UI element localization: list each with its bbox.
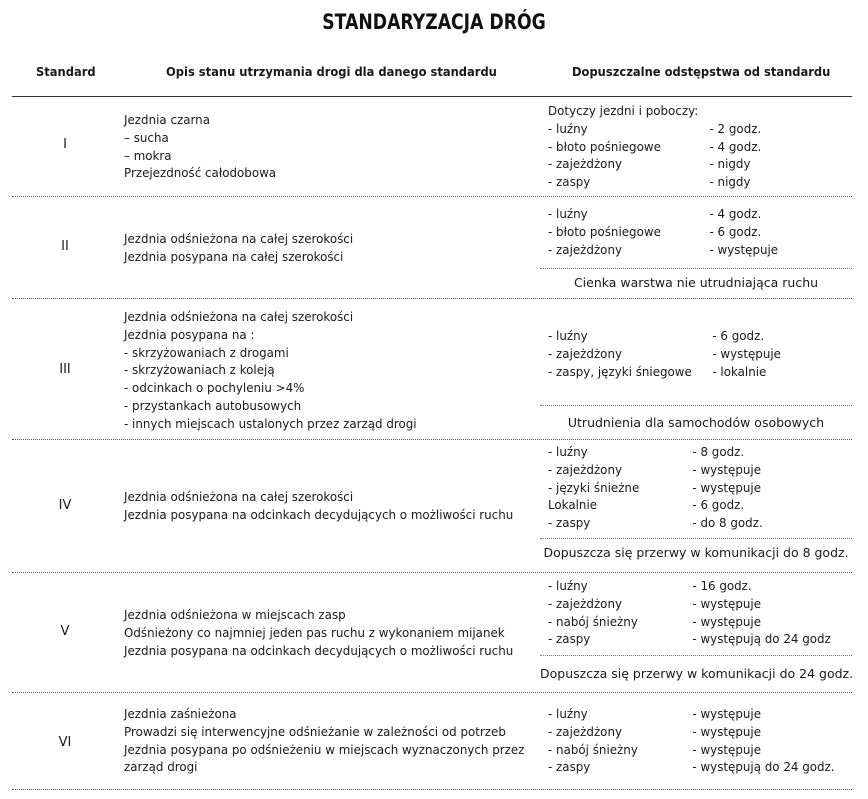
- deviation-limit: - 4 godz.: [709, 206, 762, 221]
- note-divider: [540, 405, 852, 406]
- deviation-condition: - luźny: [548, 578, 588, 593]
- deviation-condition: - błoto pośniegowe: [548, 223, 661, 239]
- description-line: Przejezdność całodobowa: [124, 165, 277, 181]
- row-divider: [12, 439, 852, 440]
- deviation-limit: - lokalnie: [712, 363, 767, 379]
- description-line: Jezdnia posypana na całej szerokości: [124, 248, 344, 264]
- row-divider: [12, 789, 852, 790]
- deviation-condition: - zajeżdżony: [548, 595, 623, 611]
- deviation-limit: - występuje: [709, 241, 779, 257]
- standard-description: [124, 606, 513, 659]
- deviation-note: Utrudnienia dla samochodów osobowych: [567, 415, 825, 430]
- description-line: Jezdnia odśnieżona na całej szerokości: [124, 489, 354, 504]
- standard-description: [124, 308, 417, 433]
- description-line: – mokra: [124, 147, 172, 163]
- deviation-condition: - zajeżdżony: [548, 345, 623, 361]
- deviation-item: [548, 138, 762, 156]
- deviation-limit: - 2 godz.: [709, 120, 762, 136]
- standard-description: [124, 111, 276, 182]
- deviation-condition: - zaspy: [548, 515, 591, 531]
- deviation-condition: - zajeżdżony: [548, 156, 623, 172]
- standard-description: [124, 488, 513, 524]
- description-line: Jezdnia odśnieżona na całej szerokości: [124, 309, 354, 324]
- standard-number: VI: [58, 735, 72, 750]
- deviation-item: [548, 120, 762, 138]
- description-line: - innych miejscach ustalonych przez zarząd drogi: [124, 415, 417, 431]
- row-divider: [12, 692, 852, 693]
- deviation-note: Dopuszcza się przerwy w komunikacji do 24 godz.: [540, 666, 854, 681]
- deviation-condition: Lokalnie: [548, 497, 598, 513]
- description-line: - odcinkach o pochyleniu >4%: [124, 380, 305, 396]
- description-line: Jezdnia posypana po odśnieżeniu w miejscach wyznaczonych przez: [124, 741, 525, 757]
- deviation-condition: - zajeżdżony: [548, 241, 623, 257]
- deviation-limit: - występują do 24 godz.: [692, 759, 835, 775]
- deviation-condition: - zaspy: [548, 759, 591, 775]
- deviation-condition: - luźny: [548, 120, 588, 136]
- description-line: Prowadzi się interwencyjne odśnieżanie w zależności od potrzeb: [124, 723, 506, 739]
- deviation-limit: - 6 godz.: [712, 328, 765, 343]
- deviation-limit: - nigdy: [709, 156, 751, 172]
- deviation-condition: - zaspy: [548, 174, 591, 190]
- description-line: - przystankach autobusowych: [124, 397, 302, 413]
- header-divider: [12, 96, 852, 97]
- description-line: Jezdnia posypana na odcinkach decydujących o możliwości ruchu: [124, 506, 514, 522]
- deviation-condition: - zajeżdżony: [548, 723, 623, 739]
- deviation-condition: - luźny: [548, 328, 588, 343]
- deviation-limit: - 4 godz.: [709, 138, 762, 154]
- deviation-limit: - występuje: [692, 741, 762, 757]
- row-divider: [12, 572, 852, 573]
- column-header-deviations: Dopuszczalne odstępstwa od standardu: [572, 64, 831, 79]
- deviation-condition: - luźny: [548, 444, 588, 459]
- deviation-condition: - nabój śnieżny: [548, 741, 638, 757]
- standard-description: [124, 705, 524, 776]
- description-line: Jezdnia zaśnieżona: [124, 706, 237, 721]
- deviation-item: [548, 155, 751, 173]
- deviation-limit: - występuje: [692, 461, 762, 477]
- description-line: – sucha: [124, 129, 169, 145]
- deviation-note: Cienka warstwa nie utrudniająca ruchu: [573, 275, 819, 290]
- deviation-note: Dopuszcza się przerwy w komunikacji do 8 godz.: [543, 545, 849, 560]
- deviation-limit: - nigdy: [709, 174, 751, 190]
- description-line: Jezdnia odśnieżona w miejscach zasp: [124, 607, 346, 622]
- note-divider: [540, 268, 852, 269]
- standard-number: III: [59, 362, 71, 377]
- deviation-limit: - 6 godz.: [709, 223, 762, 239]
- page-title: STANDARYZACJA DRÓG: [322, 10, 546, 34]
- column-header-standard: Standard: [36, 64, 96, 79]
- deviation-condition: - języki śnieżne: [548, 479, 640, 495]
- deviation-limit: - występuje: [692, 723, 762, 739]
- deviation-limit: - 6 godz.: [692, 497, 745, 513]
- description-line: Jezdnia posypana na odcinkach decydujących o możliwości ruchu: [124, 642, 514, 658]
- deviation-condition: - zaspy, języki śniegowe: [548, 363, 692, 379]
- deviations-intro: Dotyczy jezdni i poboczy:: [548, 103, 699, 118]
- description-line: Odśnieżony co najmniej jeden pas ruchu z wykonaniem mijanek: [124, 624, 505, 640]
- standard-number: II: [61, 239, 69, 254]
- column-header-description: Opis stanu utrzymania drogi dla danego standardu: [166, 64, 497, 79]
- deviation-condition: - zaspy: [548, 631, 591, 647]
- deviation-limit: - występuje: [712, 345, 781, 361]
- standard-number: V: [60, 624, 70, 639]
- deviation-limit: - występuje: [692, 595, 762, 611]
- deviation-condition: - luźny: [548, 706, 588, 721]
- deviation-condition: - nabój śnieżny: [548, 613, 638, 629]
- deviations-list: [548, 102, 762, 191]
- standard-description: [124, 230, 353, 266]
- description-line: - skrzyżowaniach z koleją: [124, 362, 275, 378]
- deviation-limit: - występują do 24 godz: [692, 631, 831, 647]
- description-line: Jezdnia czarna: [124, 112, 210, 127]
- deviation-limit: - 16 godz.: [692, 578, 752, 593]
- standard-number: IV: [58, 498, 72, 513]
- description-line: zarząd drogi: [124, 759, 198, 775]
- description-line: Jezdnia odśnieżona na całej szerokości: [124, 231, 354, 246]
- deviation-condition: - zajeżdżony: [548, 461, 623, 477]
- deviation-limit: - 8 godz.: [692, 444, 745, 459]
- note-divider: [540, 538, 852, 539]
- row-divider: [12, 298, 852, 299]
- deviation-item: [548, 173, 751, 191]
- deviation-limit: - występuje: [692, 479, 762, 495]
- description-line: - skrzyżowaniach z drogami: [124, 344, 289, 360]
- deviation-limit: - występuje: [692, 613, 762, 629]
- deviation-condition: - luźny: [548, 206, 588, 221]
- standard-number: I: [63, 137, 67, 152]
- deviation-condition: - błoto pośniegowe: [548, 138, 661, 154]
- note-divider: [540, 655, 852, 656]
- deviation-limit: - występuje: [692, 706, 762, 721]
- deviation-limit: - do 8 godz.: [692, 515, 763, 531]
- description-line: Jezdnia posypana na :: [124, 326, 255, 342]
- row-divider: [12, 196, 852, 197]
